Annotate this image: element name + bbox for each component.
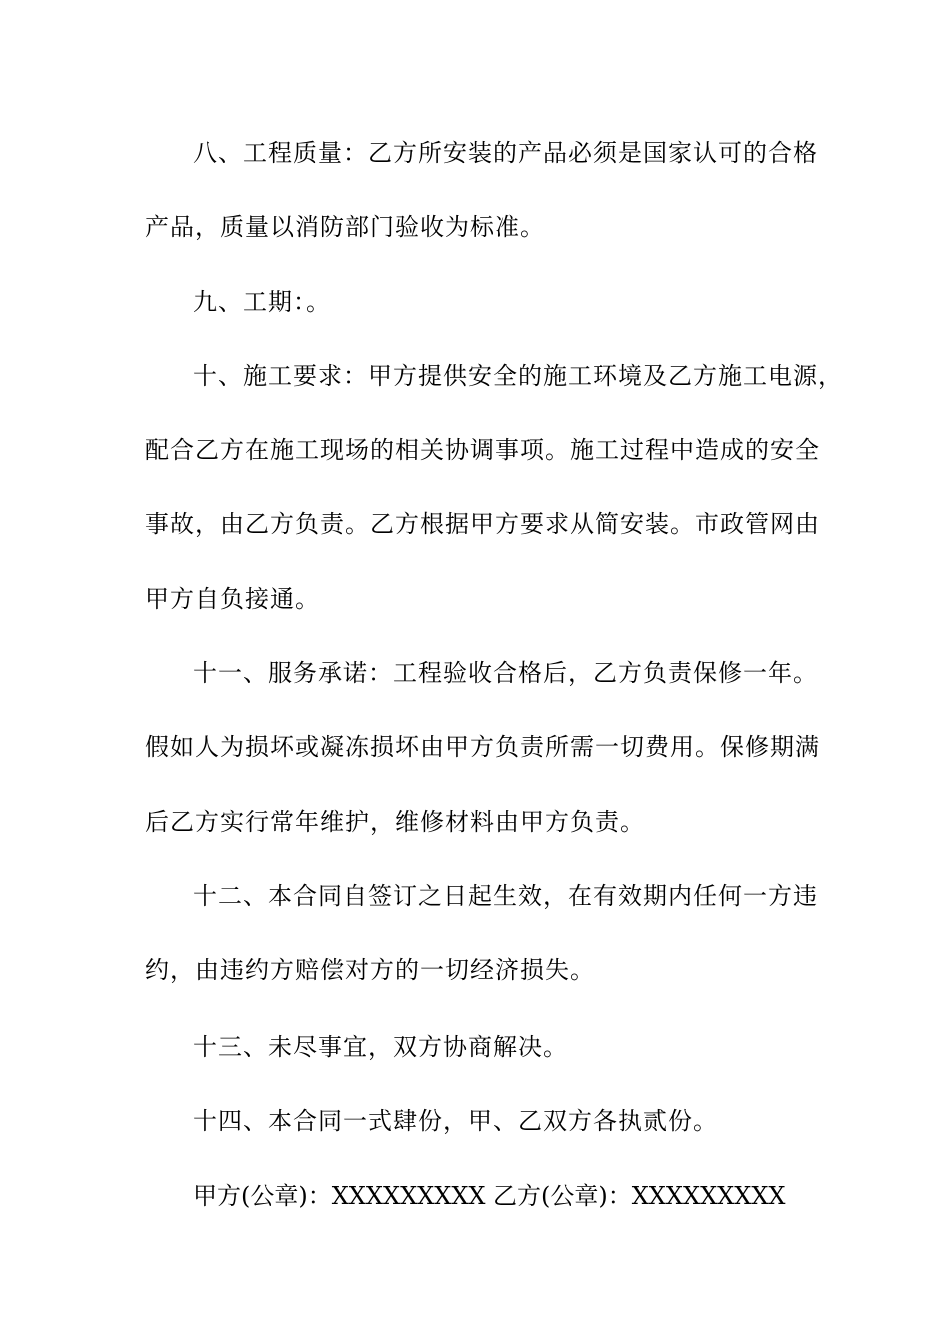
clause-12-line-1: 十二、本合同自签订之日起生效，在有效期内任何一方违 xyxy=(193,882,818,910)
clause-13-line-1: 十三、未尽事宜，双方协商解决。 xyxy=(193,1033,568,1061)
clause-14-line-1: 十四、本合同一式肆份，甲、乙双方各执贰份。 xyxy=(193,1107,718,1135)
clause-12-line-2: 约，由违约方赔偿对方的一切经济损失。 xyxy=(145,956,595,984)
clause-8-line-1: 八、工程质量：乙方所安装的产品必须是国家认可的合格 xyxy=(193,139,818,167)
clause-10-line-2: 配合乙方在施工现场的相关协调事项。施工过程中造成的安全 xyxy=(145,436,820,464)
clause-11-line-2: 假如人为损坏或凝冻损坏由甲方负责所需一切费用。保修期满 xyxy=(145,733,820,761)
clause-8-line-2: 产品，质量以消防部门验收为标准。 xyxy=(145,213,545,241)
clause-11-line-3: 后乙方实行常年维护，维修材料由甲方负责。 xyxy=(145,808,645,836)
clause-10-line-3: 事故，由乙方负责。乙方根据甲方要求从简安装。市政管网由 xyxy=(145,510,820,538)
clause-11-line-1: 十一、服务承诺：工程验收合格后，乙方负责保修一年。 xyxy=(193,659,818,687)
clause-10-line-1: 十、施工要求：甲方提供安全的施工环境及乙方施工电源， xyxy=(193,362,843,390)
party-a-signature: 甲方(公章)：XXXXXXXXX xyxy=(193,1182,486,1210)
clause-9-line-1: 九、工期：。 xyxy=(193,288,331,316)
party-b-signature: 乙方(公章)：XXXXXXXXX xyxy=(493,1182,786,1210)
clause-10-line-4: 甲方自负接通。 xyxy=(145,585,320,613)
